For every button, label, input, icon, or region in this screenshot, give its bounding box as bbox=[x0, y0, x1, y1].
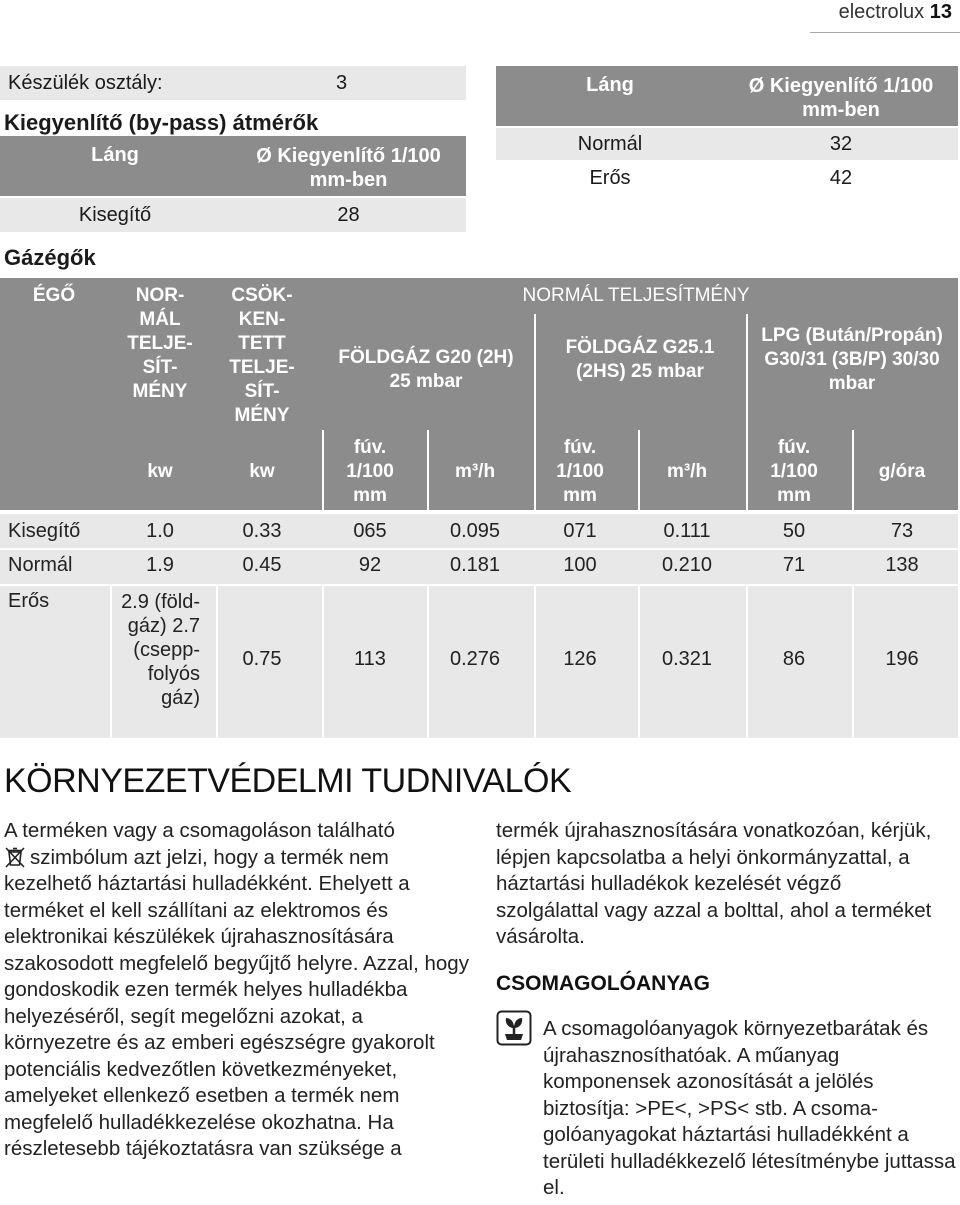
packaging-text: A csomagolóanyagok környezetbarátak és újrahasznosíthatóak. A műanyag komponensek azonosítását a jelölés biztosítja: >PE<, >PS< stb. A csoma-golóanyagokat háztartási hulladékként a területi hulladékkezelő létesítménybe juttassa el. bbox=[543, 1017, 956, 1199]
bypass-left-head bbox=[0, 136, 466, 196]
unit-divider bbox=[852, 430, 854, 510]
cell: 113 bbox=[354, 648, 386, 670]
column-separator bbox=[746, 586, 748, 738]
column-separator bbox=[110, 586, 112, 738]
env-left-paragraph bbox=[4, 818, 474, 1163]
header-rule bbox=[810, 32, 960, 33]
unit-fuv-lpg: fúv. 1/100 mm bbox=[770, 437, 818, 506]
bypass-right-head bbox=[496, 66, 958, 126]
column-separator bbox=[534, 586, 536, 738]
env-right-paragraph: termék újrahasznosítására vonatkozóan, kérjük, lépjen kapcsolatba a helyi önkormányzattal, a háztartási hulladékok kezelését végző szolgálattal vagy azzal a bolttal, ahol a terméket vásárolta. bbox=[496, 819, 932, 948]
crossed-bin-icon bbox=[4, 846, 26, 868]
env-left-line1: A terméken vagy a csomagoláson található bbox=[4, 819, 395, 842]
env-title: KÖRNYEZETVÉDELMI TUDNIVALÓK bbox=[4, 762, 572, 800]
env-left-rest: kezelhető háztartási hulladékként. Ehelyett a terméket el kell szállítani az elektromos és elektronikai készülékek újrahasznosítására szakosodott megfelelő begyűjtő helyre. Azzal, hogy gondoskodik ezen termék helyes hulladékba helyezéséről, segít megelőzni azokat, a környezetre és az emberi egészségre gyakorolt potenciális kedvezőtlen következményeket, amelyeket ellenkező esetben a termék nem megfelelő hulladékkezelése okozhatna. Ha részletesebb tájékoztatásra van szüksége a bbox=[4, 872, 469, 1160]
unit-m3h-g20: m³/h bbox=[454, 461, 496, 482]
table-row bbox=[0, 514, 958, 548]
col-reduced: CSÖK-KEN-TETT TELJE-SÍT-MÉNY bbox=[229, 285, 295, 426]
page-number: 13 bbox=[929, 1, 952, 23]
cell: 0.276 bbox=[449, 648, 501, 670]
bypass-left-row bbox=[0, 198, 466, 232]
column-separator bbox=[852, 586, 854, 738]
bypass-right-row-value: 42 bbox=[829, 167, 853, 189]
device-class-value: 3 bbox=[336, 72, 348, 94]
brand-name: electrolux bbox=[838, 1, 925, 23]
cell: 1.0 bbox=[146, 520, 174, 542]
gas-divider bbox=[746, 314, 748, 510]
normal-group-title: NORMÁL TELJESÍTMÉNY bbox=[522, 285, 750, 306]
bypass-right-head-diameter: Ø Kiegyenlítő 1/100 mm-ben bbox=[748, 75, 934, 121]
unit-kw-normal: kw bbox=[147, 461, 173, 482]
gas-g25: FÖLDGÁZ G25.1 (2HS) 25 mbar bbox=[565, 337, 715, 382]
bypass-right-row-normal bbox=[496, 128, 958, 160]
bypass-left-head-flame: Láng bbox=[91, 144, 139, 166]
unit-gora: g/óra bbox=[878, 461, 926, 482]
cell: 1.9 bbox=[146, 554, 174, 576]
cell: 0.321 bbox=[661, 648, 713, 670]
cell: 0.181 bbox=[449, 554, 501, 576]
bypass-left-row-value: 28 bbox=[337, 204, 360, 226]
cell: 92 bbox=[358, 554, 382, 576]
cell: 0.45 bbox=[242, 554, 282, 576]
col-normal: NOR-MÁL TELJE-SÍT-MÉNY bbox=[127, 285, 193, 402]
bypass-left-row-flame: Kisegítő bbox=[78, 204, 152, 226]
unit-divider bbox=[638, 430, 640, 510]
row-label: Erős bbox=[8, 590, 50, 612]
cell: 71 bbox=[782, 554, 806, 576]
recycle-packaging-icon bbox=[496, 1010, 532, 1046]
device-class-row bbox=[0, 66, 466, 100]
burners-title: Gázégők bbox=[4, 245, 96, 270]
table-row bbox=[0, 586, 958, 738]
brand-page-number bbox=[839, 1, 952, 24]
cell: 0.210 bbox=[661, 554, 713, 576]
cell: 86 bbox=[782, 648, 806, 670]
cell: 126 bbox=[563, 648, 597, 670]
burners-header bbox=[0, 278, 958, 510]
unit-m3h-g25: m³/h bbox=[666, 461, 708, 482]
cell: 0.75 bbox=[242, 648, 282, 670]
cell: 73 bbox=[890, 520, 914, 542]
gas-lpg: LPG (Bután/Propán) G30/31 (3B/P) 30/30 mbar bbox=[761, 325, 943, 394]
col-ego: ÉGŐ bbox=[32, 285, 76, 306]
device-class-label: Készülék osztály: bbox=[8, 72, 163, 94]
gas-g20: FÖLDGÁZ G20 (2H) 25 mbar bbox=[338, 347, 514, 392]
column-separator bbox=[322, 586, 324, 738]
env-left-line2: szimbólum azt jelzi, hogy a termék nem bbox=[30, 845, 389, 869]
cell: 071 bbox=[563, 520, 597, 542]
unit-kw-reduced: kw bbox=[249, 461, 275, 482]
cell: 196 bbox=[885, 648, 919, 670]
row-label: Normál bbox=[8, 554, 73, 576]
bypass-right-head-flame: Láng bbox=[586, 74, 634, 96]
gas-divider bbox=[322, 430, 324, 510]
cell: 50 bbox=[782, 520, 806, 542]
row-label: Kisegítő bbox=[8, 520, 81, 542]
bypass-right-row-flame: Normál bbox=[577, 133, 643, 155]
unit-fuv-g25: fúv. 1/100 mm bbox=[556, 437, 604, 506]
bypass-right-row-value: 32 bbox=[829, 133, 853, 155]
unit-divider bbox=[427, 430, 429, 510]
table-row bbox=[0, 550, 958, 584]
unit-fuv-g20: fúv. 1/100 mm bbox=[346, 437, 394, 506]
cell: 0.095 bbox=[449, 520, 501, 542]
column-separator bbox=[216, 586, 218, 738]
bypass-title: Kiegyenlítő (by-pass) átmérők bbox=[4, 110, 319, 135]
page-header bbox=[0, 0, 960, 34]
gas-divider bbox=[534, 314, 536, 510]
cell: 0.33 bbox=[242, 520, 282, 542]
packaging-title: CSOMAGOLÓANYAG bbox=[496, 972, 710, 995]
cell: 138 bbox=[885, 554, 919, 576]
cell: 2.9 (föld-gáz) 2.7 (csepp-folyós gáz) bbox=[121, 591, 200, 709]
bypass-right-row-flame: Erős bbox=[589, 167, 631, 189]
column-separator bbox=[427, 586, 429, 738]
bypass-left-head-diameter: Ø Kiegyenlítő 1/100 mm-ben bbox=[256, 145, 441, 191]
cell: 0.111 bbox=[663, 520, 711, 542]
cell: 065 bbox=[353, 520, 387, 542]
column-separator bbox=[638, 586, 640, 738]
cell: 100 bbox=[563, 554, 597, 576]
bypass-right-row-strong bbox=[496, 162, 958, 194]
